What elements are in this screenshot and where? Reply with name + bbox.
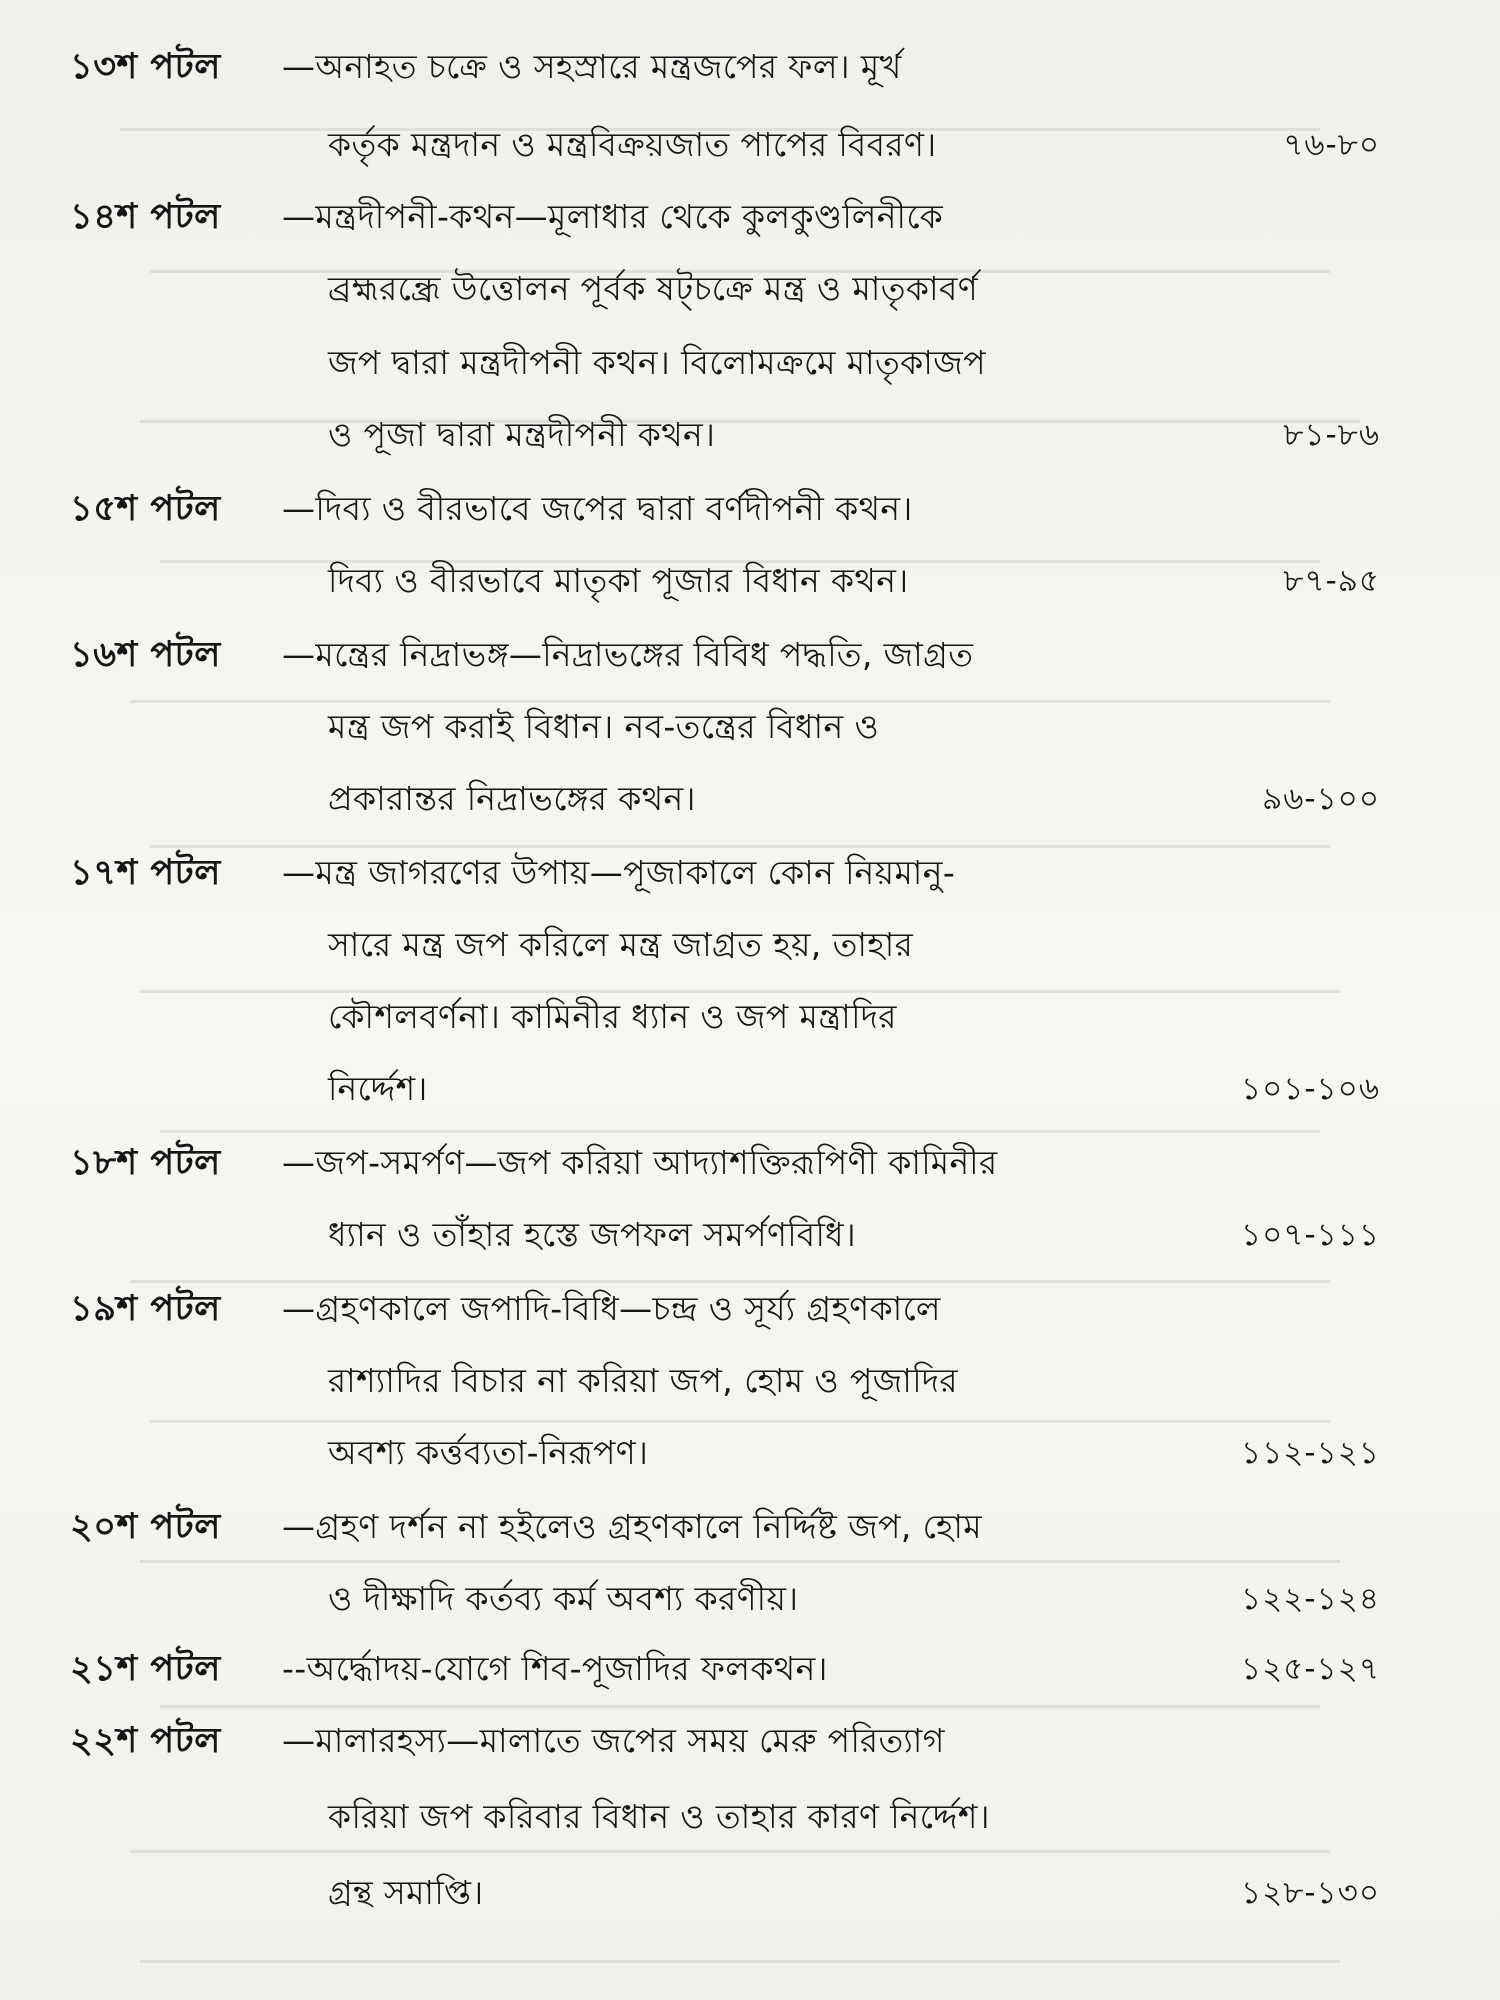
chapter-description: —গ্রহণকালে জপাদি-বিধি—চন্দ্র ও সূর্য্য গ্রহণকালে [282, 1289, 941, 1328]
chapter-description: —মন্ত্র জাগরণের উপায়—পূজাকালে কোন নিয়মানু- [282, 853, 956, 892]
toc-line [0, 554, 1500, 608]
toc-line [0, 1500, 1500, 1554]
page-range: ১০৭-১১১ [1241, 1217, 1380, 1253]
chapter-description: --অর্দ্ধোদয়-যোগে শিব-পূজাদির ফলকথন। [282, 1649, 828, 1688]
toc-line [0, 700, 1500, 754]
chapter-description: —গ্রহণ দর্শন না হইলেও গ্রহণকালে নির্দ্দিষ্ট জপ, হোম [282, 1507, 983, 1546]
chapter-heading: ১৮শ পটল [70, 1143, 221, 1183]
toc-line [0, 1866, 1500, 1920]
toc-line [0, 1572, 1500, 1626]
page-range: ১২২-১২৪ [1240, 1581, 1380, 1617]
chapter-heading: ১৬শ পটল [70, 635, 221, 675]
chapter-description: —অনাহত চক্রে ও সহস্রারে মন্ত্রজপের ফল। মূর্খ [282, 47, 902, 86]
page-range: ১০১-১০৬ [1240, 1071, 1380, 1107]
chapter-description: —মন্ত্রদীপনী-কথন—মূলাধার থেকে কুলকুণ্ডলিনীকে [282, 197, 944, 236]
chapter-heading: ১৫শ পটল [70, 489, 221, 529]
chapter-description: দিব্য ও বীরভাবে মাতৃকা পূজার বিধান কথন। [328, 561, 909, 600]
chapter-description: ও দীক্ষাদি কর্তব্য কর্ম অবশ্য করণীয়। [328, 1579, 799, 1618]
toc-line [0, 1714, 1500, 1768]
toc-line [0, 190, 1500, 244]
toc-line [0, 40, 1500, 94]
toc-line [0, 408, 1500, 462]
chapter-description: মন্ত্র জপ করাই বিধান। নব-তন্ত্রের বিধান ও [328, 707, 880, 746]
chapter-description: গ্রন্থ সমাপ্তি। [328, 1873, 484, 1912]
toc-line [0, 628, 1500, 682]
page-range: ১১২-১২১ [1241, 1435, 1380, 1471]
chapter-description: কৌশলবর্ণনা। কামিনীর ধ্যান ও জপ মন্ত্রাদির [328, 997, 897, 1036]
toc-line [0, 846, 1500, 900]
chapter-description: ব্রহ্মরন্ধ্রে উত্তোলন পূর্বক ষট্‌চক্রে মন্ত্র ও মাতৃকাবর্ণ [328, 269, 979, 308]
chapter-description: —মালারহস্য—মালাতে জপের সময় মেরু পরিত্যাগ [282, 1721, 945, 1760]
chapter-heading: ১৭শ পটল [70, 853, 221, 893]
chapter-description: কর্তৃক মন্ত্রদান ও মন্ত্রবিক্রয়জাত পাপের বিবরণ। [328, 125, 937, 164]
toc-line [0, 1426, 1500, 1480]
chapter-heading: ২১শ পটল [70, 1649, 221, 1689]
toc-line [0, 990, 1500, 1044]
toc-line [0, 1642, 1500, 1696]
chapter-heading: ২২শ পটল [70, 1721, 221, 1761]
toc-line [0, 1208, 1500, 1262]
chapter-description: নির্দ্দেশ। [328, 1069, 428, 1108]
toc-line [0, 1282, 1500, 1336]
chapter-description: সারে মন্ত্র জপ করিলে মন্ত্র জাগ্রত হয়, তাহার [328, 925, 914, 964]
toc-line [0, 1136, 1500, 1190]
toc-line [0, 918, 1500, 972]
toc-line [0, 1790, 1500, 1844]
page-range: ৮১-৮৬ [1283, 417, 1380, 453]
toc-line [0, 262, 1500, 316]
chapter-description: জপ দ্বারা মন্ত্রদীপনী কথন। বিলোমক্রমে মাতৃকাজপ [328, 343, 986, 382]
chapter-description: অবশ্য কর্ত্তব্যতা-নিরূপণ। [328, 1433, 649, 1472]
chapter-description: —মন্ত্রের নিদ্রাভঙ্গ—নিদ্রাভঙ্গের বিবিধ পদ্ধতি, জাগ্রত [282, 635, 974, 674]
chapter-description: —জপ-সমর্পণ—জপ করিয়া আদ্যাশক্তিরূপিণী কামিনীর [282, 1143, 998, 1182]
chapter-description: ও পূজা দ্বারা মন্ত্রদীপনী কথন। [328, 415, 716, 454]
toc-line [0, 336, 1500, 390]
chapter-description: প্রকারান্তর নিদ্রাভঙ্গের কথন। [328, 779, 696, 818]
chapter-heading: ১৩শ পটল [70, 47, 221, 87]
toc-line [0, 772, 1500, 826]
chapter-description: ধ্যান ও তাঁহার হস্তে জপফল সমর্পণবিধি। [328, 1215, 857, 1254]
chapter-description: করিয়া জপ করিবার বিধান ও তাহার কারণ নির্দ্দেশ। [328, 1797, 990, 1836]
page-range: ৮৭-৯৫ [1283, 563, 1380, 599]
page-range: ১২৮-১৩০ [1240, 1875, 1380, 1911]
page-range: ৭৬-৮০ [1283, 127, 1380, 163]
page-range: ১২৫-১২৭ [1240, 1651, 1380, 1687]
page-range: ৯৬-১০০ [1262, 781, 1380, 817]
chapter-description: রাশ্যাদির বিচার না করিয়া জপ, হোম ও পূজাদির [328, 1361, 958, 1400]
toc-line [0, 1062, 1500, 1116]
toc-line [0, 1354, 1500, 1408]
toc-line [0, 118, 1500, 172]
chapter-heading: ১৪শ পটল [70, 197, 221, 237]
toc-line [0, 482, 1500, 536]
chapter-heading: ১৯শ পটল [70, 1289, 221, 1329]
chapter-heading: ২০শ পটল [70, 1507, 221, 1547]
chapter-description: —দিব্য ও বীরভাবে জপের দ্বারা বর্ণদীপনী কথন। [282, 489, 913, 528]
